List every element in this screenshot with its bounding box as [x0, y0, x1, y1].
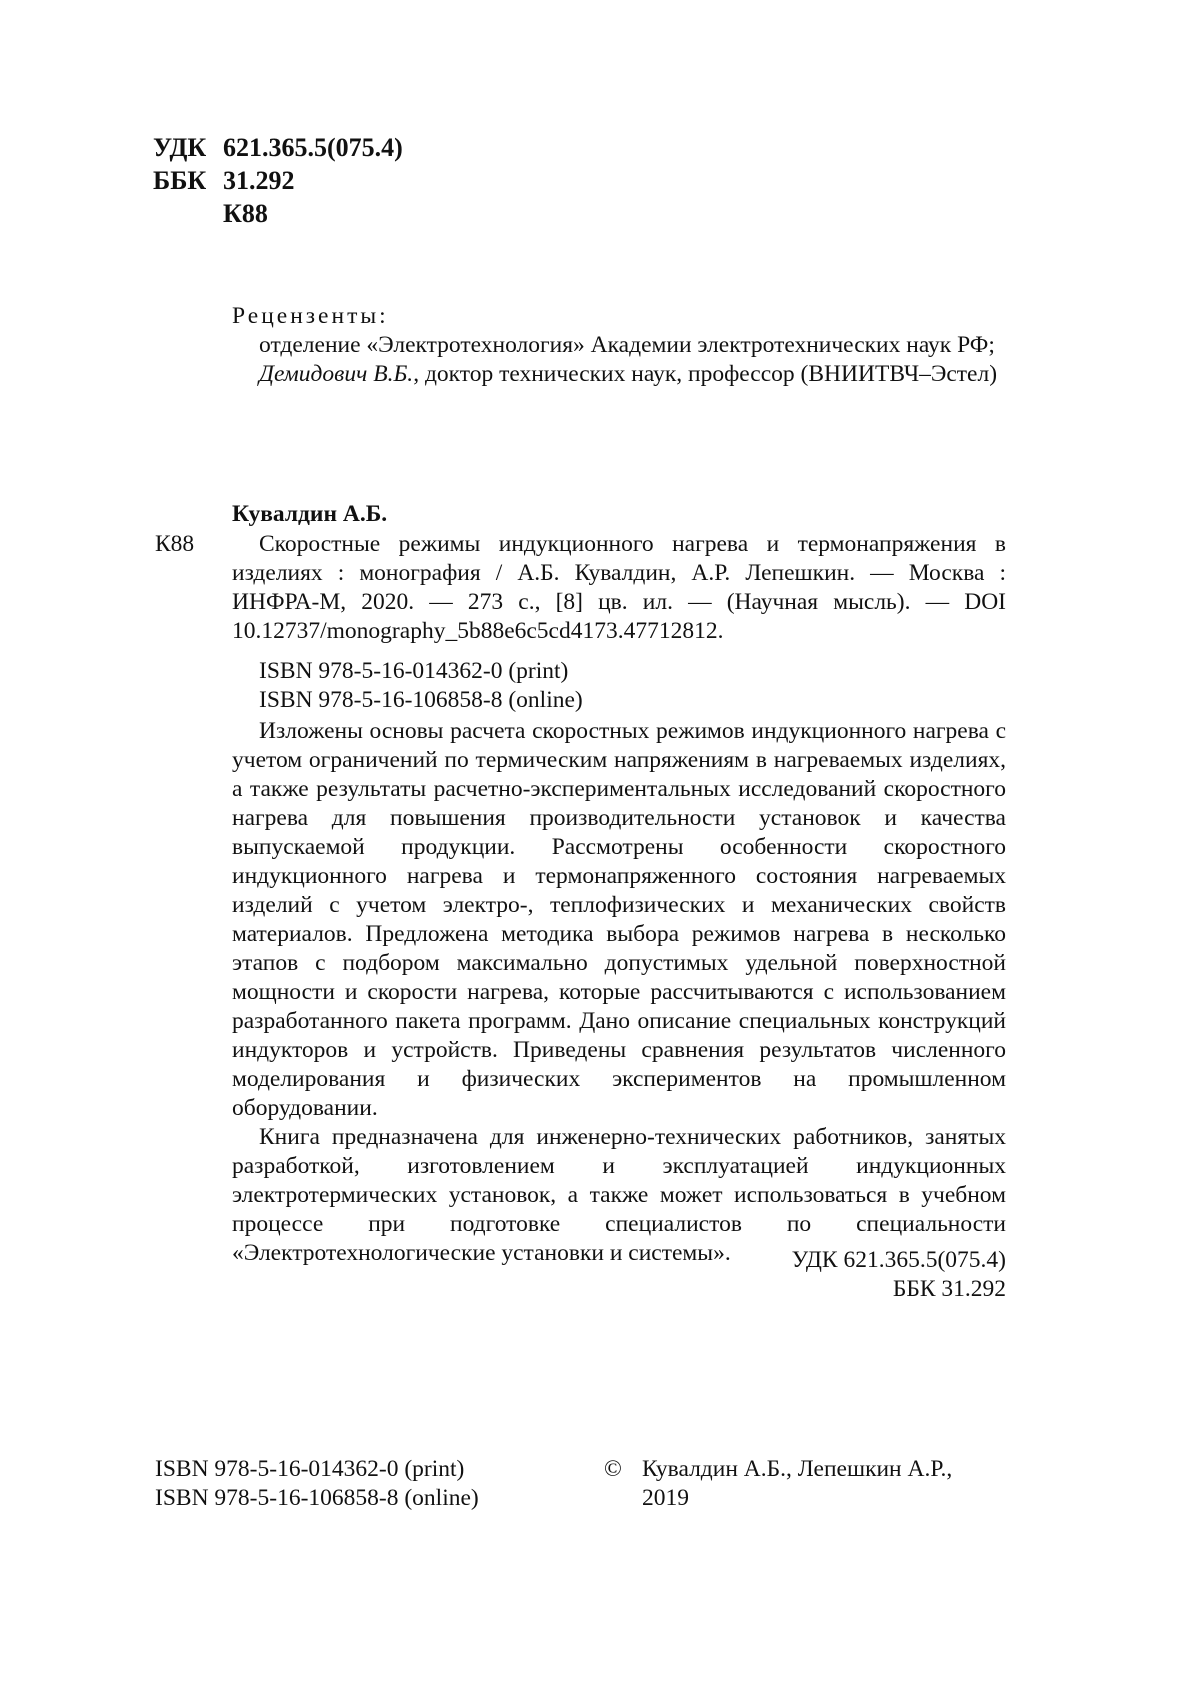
reviewers-block — [232, 302, 1006, 389]
author-mark: К88 — [223, 199, 268, 228]
library-mark: К88 — [155, 531, 195, 557]
isbn-online: ISBN 978-5-16-106858-8 (online) — [259, 687, 583, 713]
reviewer-organization: отделение «Электротехнология» Академии электротехнических наук РФ; — [259, 332, 995, 358]
bbk-label: ББК — [153, 166, 207, 195]
footer-isbn — [155, 1455, 479, 1513]
copyright-holders: Кувалдин А.Б., Лепешкин А.Р., — [642, 1456, 953, 1482]
udk-row — [153, 131, 403, 164]
annotation-paragraph: Изложены основы расчета скоростных режимов индукционного нагрева с учетом ограничений по термическим напряжениям в нагреваемых изделиях, а также результаты расчетно-экспериментальных исследований скоростного нагрева для повышения производительности установок и качества выпускаемой продукции. Рассмотрены особенности скоростного индукционного нагрева и термонапряженного состояния нагреваемых изделий с учетом электро-, теплофизических и механических свойств материалов. Предложена методика выбора режимов нагрева в несколько этапов с подбором максимально допустимых удельной поверхностной мощности и скорости нагрева, которые рассчитываются с использованием разработанного пакета программ. Дано описание специальных конструкций индукторов и устройств. Приведены сравнения результатов численного моделирования и физических экспериментов на промышленном оборудовании. — [232, 718, 1006, 1121]
isbn-print: ISBN 978-5-16-014362-0 (print) — [259, 658, 569, 684]
author-mark-row — [153, 197, 403, 230]
footer-isbn-print: ISBN 978-5-16-014362-0 (print) — [155, 1456, 465, 1482]
footer-isbn-online: ISBN 978-5-16-106858-8 (online) — [155, 1485, 479, 1511]
author-heading: Кувалдин А.Б. — [232, 501, 388, 527]
classification-codes — [153, 131, 403, 230]
copyright-icon: © — [604, 1456, 622, 1482]
bbk-value: 31.292 — [223, 166, 295, 195]
bibliographic-description: Скоростные режимы индукционного нагрева и термонапряжения в изделиях : монография / А.Б. Кувалдин, А.Р. Лепешкин. — Москва : ИНФРА-М, 2020. — 273 с., [8] цв. ил. — (Научная мысль). — DOI 10.12737/monography_5b88e6c5cd4173.47712812. — [232, 531, 1006, 644]
udk-value: 621.365.5(075.4) — [223, 133, 403, 162]
reviewer-name: Демидович В.Б. — [259, 361, 414, 387]
reviewer-details: , доктор технических наук, профессор (ВНИИТВЧ–Эстел) — [413, 361, 998, 387]
copyright-year: 2019 — [642, 1485, 689, 1511]
classification-codes-bottom — [700, 1246, 1006, 1304]
copyright — [604, 1455, 1006, 1513]
annotation-paragraph: Книга предназначена для инженерно-технических работников, занятых разработкой, изготовлением и эксплуатацией индукционных электротермических установок, а также может использоваться в учебном процессе при подготовке специалистов по специальности «Электротехнологические установки и системы». — [232, 1124, 1006, 1266]
udk-bottom: УДК 621.365.5(075.4) — [791, 1247, 1006, 1273]
reviewer-person — [232, 360, 1006, 389]
udk-label: УДК — [153, 133, 207, 162]
reviewers-heading: Рецензенты: — [232, 303, 389, 329]
bbk-row — [153, 164, 403, 197]
annotation — [232, 717, 1006, 1268]
bbk-bottom: ББК 31.292 — [892, 1276, 1006, 1302]
isbn-block — [259, 657, 583, 715]
